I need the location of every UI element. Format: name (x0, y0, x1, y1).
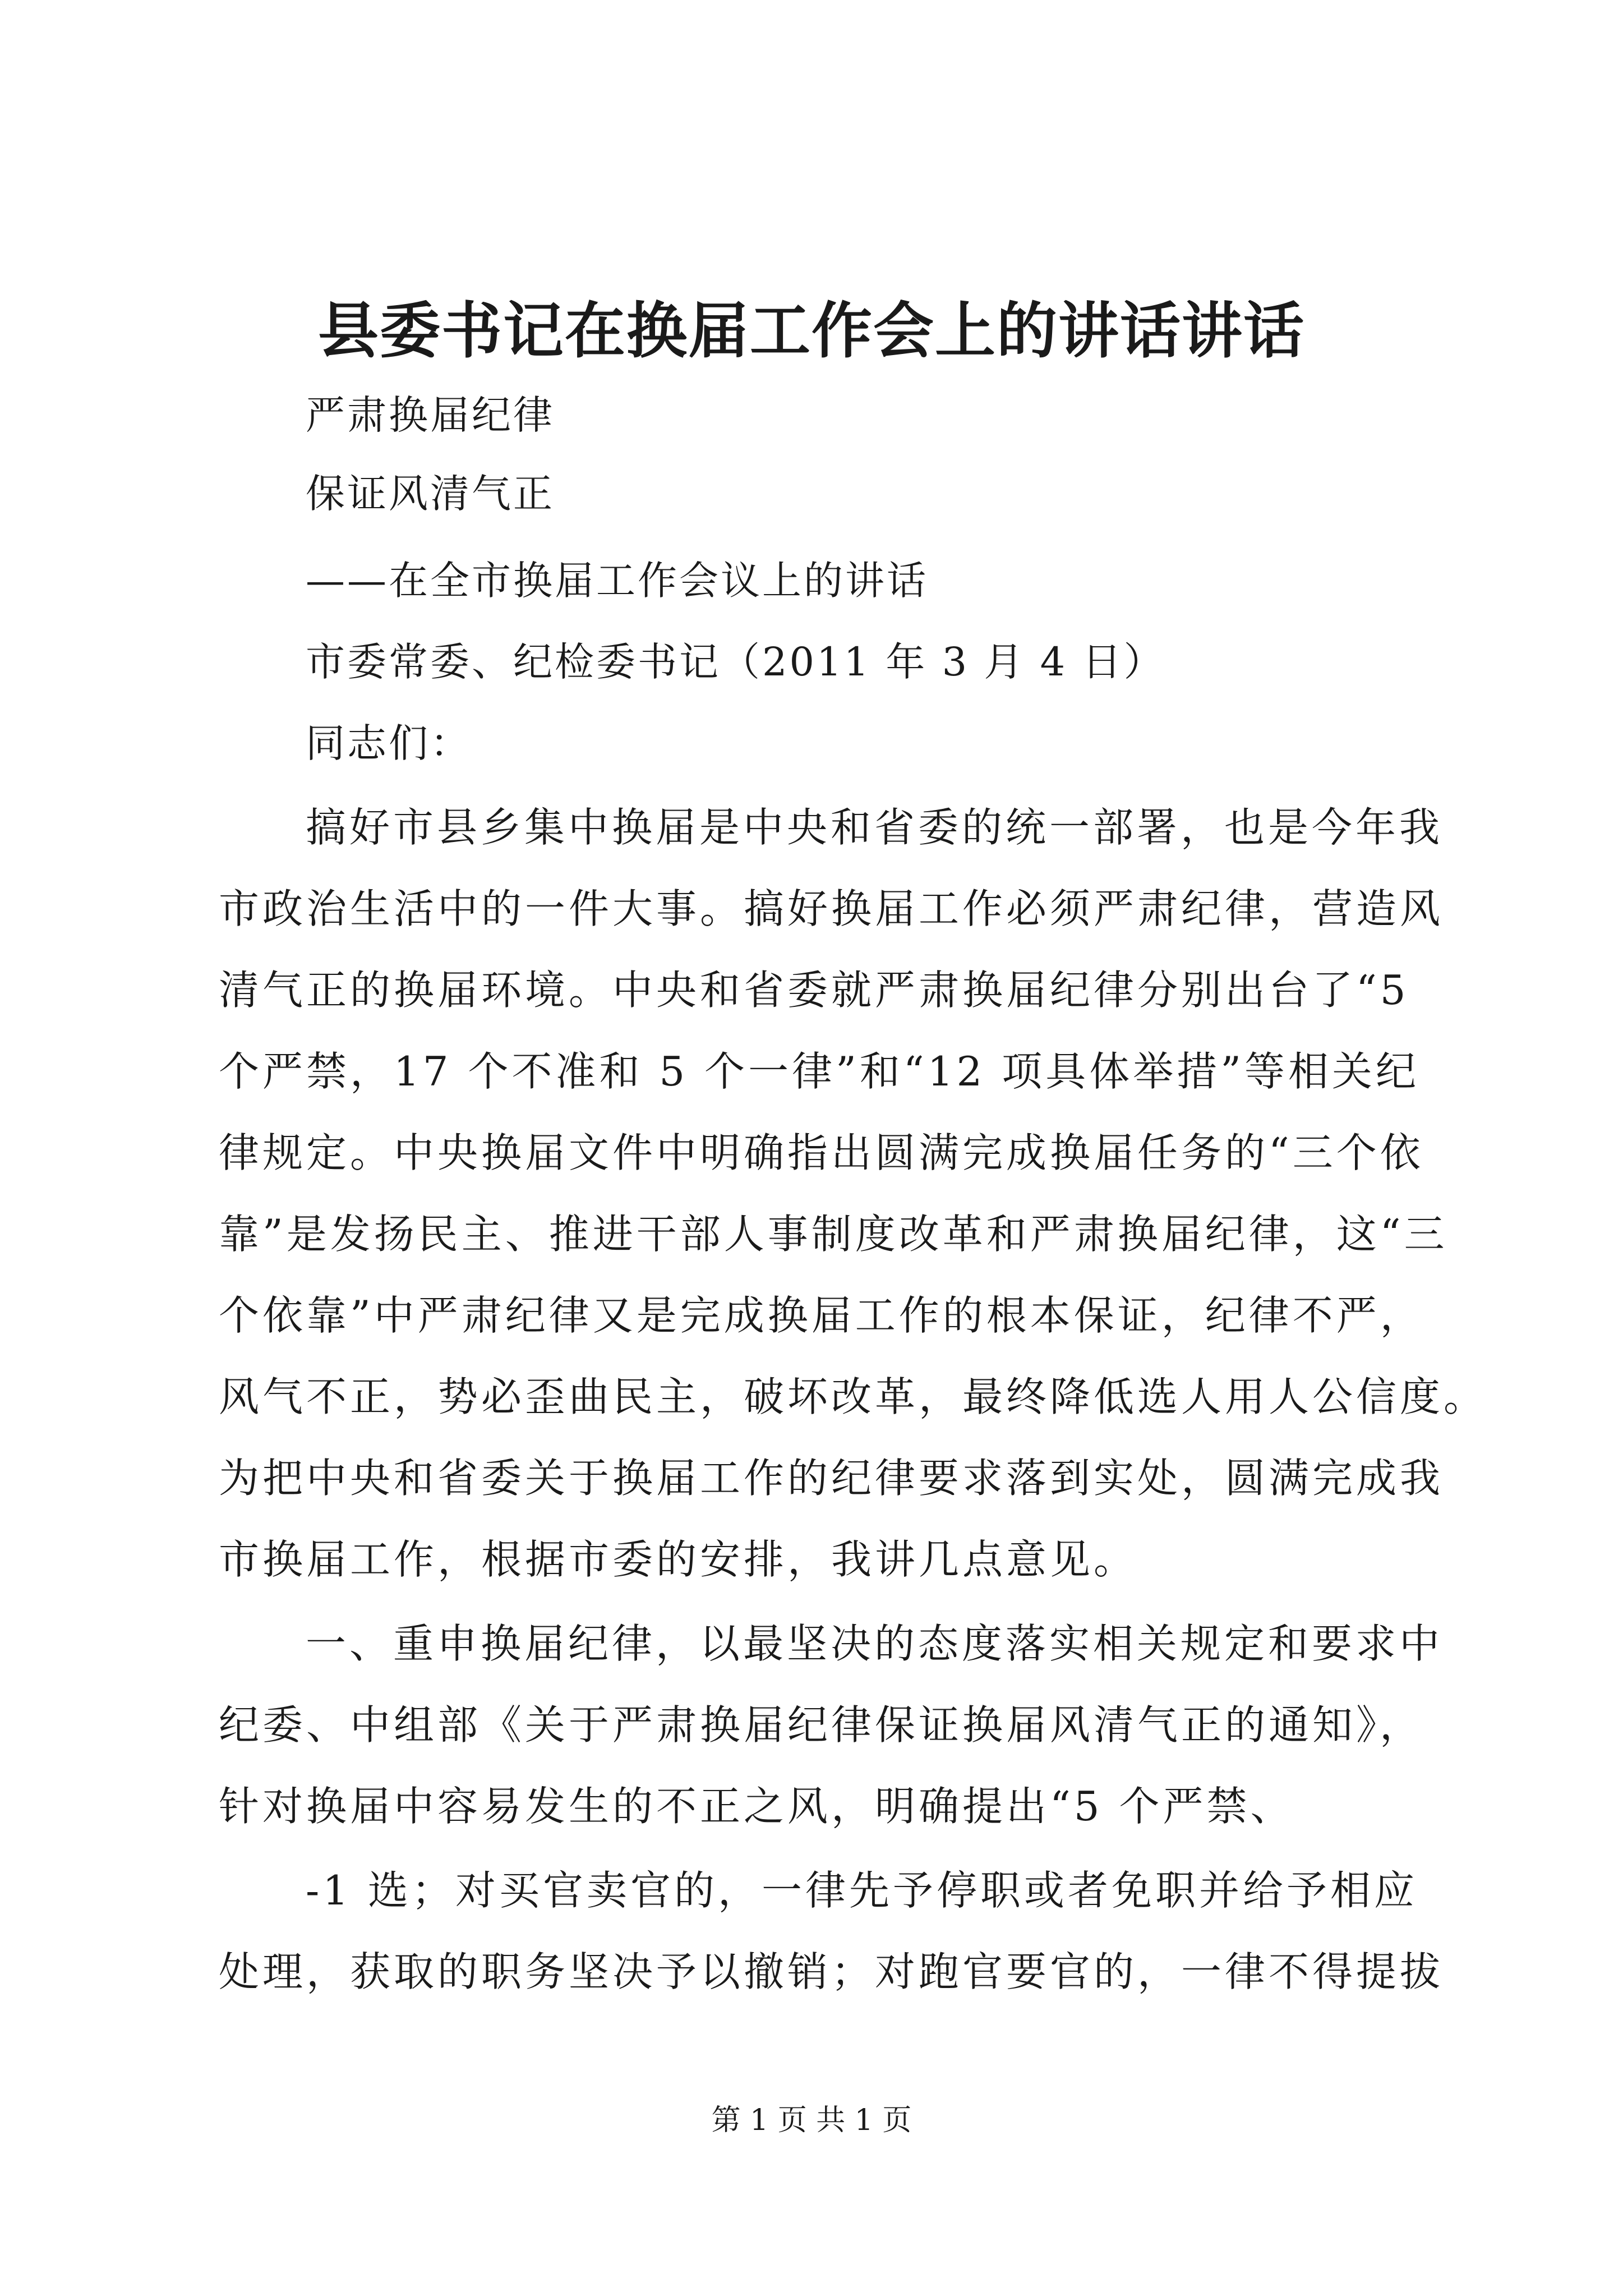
paragraph1-line: 市换届工作，根据市委的安排，我讲几点意见。 (219, 1536, 1138, 1583)
paragraph2-line: 纪委、中组部《关于严肃换届纪律保证换届风清气正的通知》， (219, 1701, 1424, 1749)
subtitle-line-3: ——在全市换届工作会议上的讲话 (306, 558, 928, 604)
paragraph1-line: 个依靠”中严肃纪律又是完成换届工作的根本保证，纪律不严， (219, 1292, 1424, 1339)
paragraph1-line: 个严禁，17 个不准和 5 个一律”和“12 项具体举措”等相关纪 (219, 1048, 1420, 1095)
document-title: 县委书记在换届工作会上的讲话讲话 (317, 296, 1305, 366)
paragraph1-line: 风气不正，势必歪曲民主，破坏改革，最终降低选人用人公信度。 (219, 1373, 1488, 1420)
paragraph1-line: 市政治生活中的一件大事。搞好换届工作必须严肃纪律，营造风 (219, 885, 1444, 932)
paragraph3-line: 处理，获取的职务坚决予以撤销；对跑官要官的，一律不得提拔 (219, 1948, 1444, 1995)
paragraph1-line: 搞好市县乡集中换届是中央和省委的统一部署，也是今年我 (306, 804, 1444, 851)
page-footer: 第 1 页 共 1 页 (711, 2104, 912, 2137)
paragraph2-line: 一、重申换届纪律，以最坚决的态度落实相关规定和要求中 (306, 1620, 1444, 1667)
paragraph2-line: 针对换届中容易发生的不正之风，明确提出“5 个严禁、 (219, 1783, 1294, 1830)
paragraph1-line: 靠”是发扬民主、推进干部人事制度改革和严肃换届纪律，这“三 (219, 1211, 1448, 1258)
subtitle-line-1: 严肃换届纪律 (306, 392, 555, 438)
paragraph1-line: 律规定。中央换届文件中明确指出圆满完成换届任务的“三个依 (219, 1129, 1424, 1176)
speaker-line: 市委常委、纪检委书记（2011 年 3 月 4 日） (306, 639, 1165, 685)
subtitle-line-2: 保证风清气正 (306, 471, 555, 517)
paragraph1-line: 为把中央和省委关于换届工作的纪律要求落到实处，圆满完成我 (219, 1455, 1444, 1502)
salutation-line: 同志们： (306, 720, 472, 766)
paragraph3-line: -1 选；对买官卖官的，一律先予停职或者免职并给予相应 (306, 1867, 1418, 1914)
paragraph1-line: 清气正的换届环境。中央和省委就严肃换届纪律分别出台了“5 (219, 967, 1409, 1014)
